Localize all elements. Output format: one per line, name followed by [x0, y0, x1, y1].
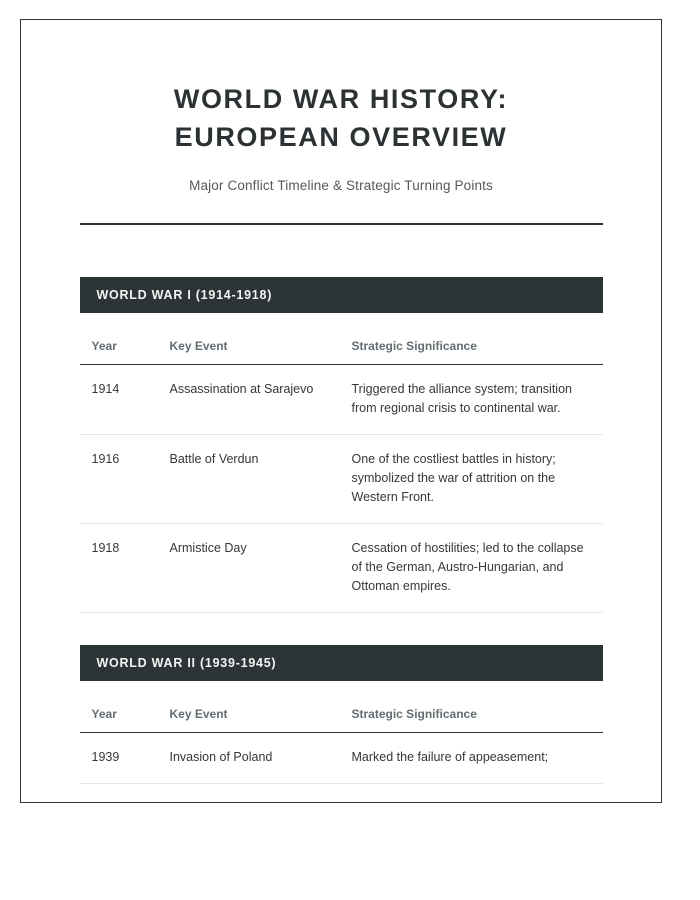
- section-header-bar: [80, 645, 603, 681]
- cell-event: Invasion of Poland: [158, 732, 340, 783]
- page-title-line-2: EUROPEAN OVERVIEW: [174, 122, 508, 153]
- table-body: [80, 364, 603, 612]
- page-content: [21, 20, 661, 802]
- section-heading-label: WORLD WAR II (1939-1945): [96, 655, 277, 670]
- page-title: [21, 20, 661, 157]
- cell-significance: Triggered the alliance system; transition from regional crisis to continental war.: [340, 364, 603, 434]
- table-row: [80, 434, 603, 523]
- table-body: [80, 732, 603, 783]
- cell-year: 1914: [80, 364, 158, 434]
- cell-significance: One of the costliest battles in history; symbolized the war of attrition on the Western Front.: [340, 434, 603, 523]
- section-world-war-i: [80, 225, 603, 613]
- column-header-significance: Strategic Significance: [340, 313, 603, 365]
- column-header-significance: Strategic Significance: [340, 681, 603, 733]
- section-heading-label: WORLD WAR I (1914-1918): [96, 287, 273, 302]
- section-world-war-ii: [80, 613, 603, 784]
- table-row: [80, 523, 603, 612]
- cell-event: Battle of Verdun: [158, 434, 340, 523]
- cell-event: Armistice Day: [158, 523, 340, 612]
- table-header: [80, 681, 603, 733]
- table-header-row: [80, 313, 603, 365]
- cell-significance: Cessation of hostilities; led to the collapse of the German, Austro-Hungarian, and Ottoman empires.: [340, 523, 603, 612]
- page-subtitle: Major Conflict Timeline & Strategic Turning Points: [189, 177, 493, 193]
- table-header: [80, 313, 603, 365]
- cell-year: 1939: [80, 732, 158, 783]
- column-header-year: Year: [80, 681, 158, 733]
- page-title-line-1: WORLD WAR HISTORY:: [173, 84, 509, 114]
- events-table: [80, 681, 603, 784]
- section-header-bar: [80, 277, 603, 313]
- table-row: [80, 732, 603, 783]
- cell-event: Assassination at Sarajevo: [158, 364, 340, 434]
- document-page: [20, 19, 662, 803]
- cell-significance: Marked the failure of appeasement;: [340, 732, 603, 783]
- column-header-event: Key Event: [158, 681, 340, 733]
- cell-year: 1916: [80, 434, 158, 523]
- events-table: [80, 313, 603, 613]
- column-header-year: Year: [80, 313, 158, 365]
- cell-year: 1918: [80, 523, 158, 612]
- column-header-event: Key Event: [158, 313, 340, 365]
- table-row: [80, 364, 603, 434]
- table-header-row: [80, 681, 603, 733]
